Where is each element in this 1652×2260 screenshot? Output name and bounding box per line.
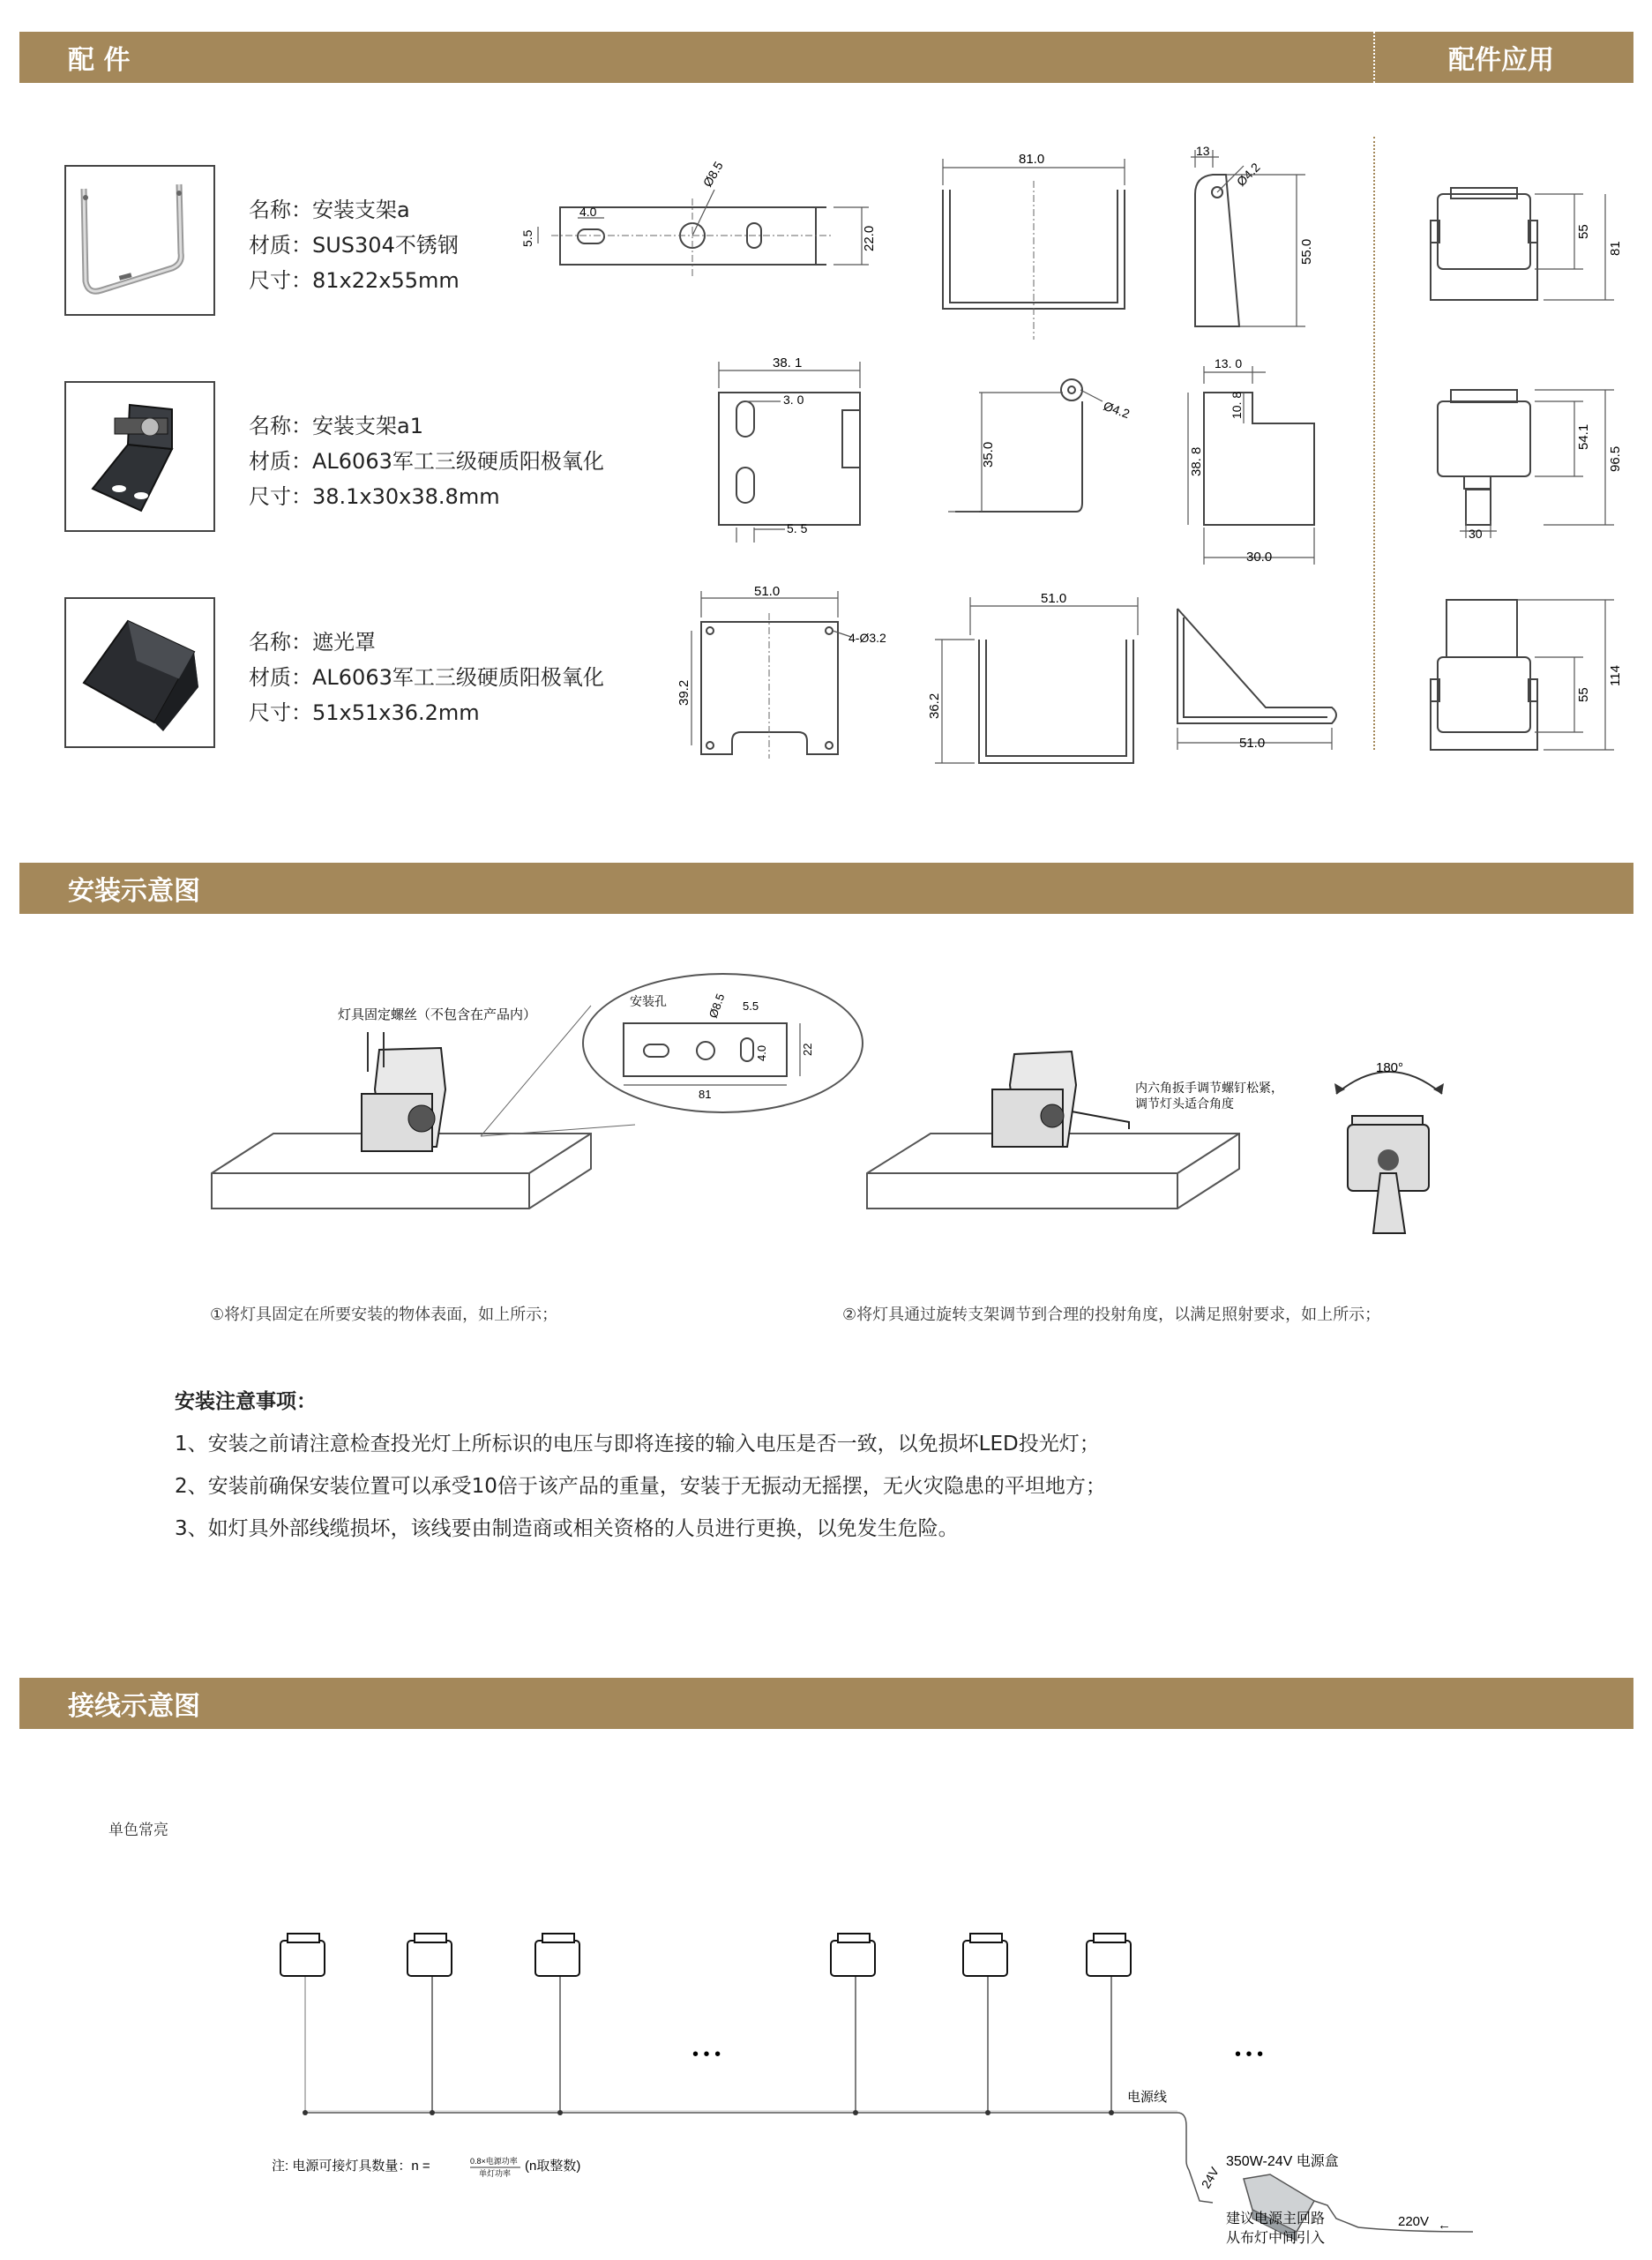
hood-side-base-label: 51.0	[1239, 736, 1266, 751]
hood-front-height-label: 39.2	[676, 679, 691, 706]
advice-line-2: 从布灯中间引入	[1226, 2231, 1326, 2246]
advice-line-1: 建议电源主回路	[1226, 2211, 1326, 2226]
hex-label-2: 调节灯头适合角度	[1135, 1096, 1234, 1111]
a1-app-h1-label: 54.1	[1576, 423, 1591, 450]
arrow-icon: ←	[1438, 2218, 1451, 2233]
wiring-title: 接线示意图	[68, 1691, 200, 1722]
formula-denominator: 单灯功率	[479, 2169, 512, 2178]
note-item: 3、如灯具外部线缆损坏，该线要由制造商或相关资格的人员进行更换，以免发生危险。	[175, 1517, 959, 1540]
power-line-label: 电源线	[1127, 2090, 1168, 2105]
bracket-a-front-drawing	[516, 159, 886, 296]
a1-front-notch-label: 10. 8	[1230, 391, 1244, 419]
a-side-width-label: 81.0	[1019, 152, 1045, 167]
hood-top-width-label: 51.0	[1041, 591, 1067, 606]
bracket-a-material: 材质：SUS304不锈钢	[249, 233, 459, 258]
formula-prefix: 注: 电源可接灯具数量：n =	[272, 2159, 430, 2174]
a1-top-gap-label: 5. 5	[787, 521, 808, 535]
bracket-a-name: 名称：安装支架a	[249, 198, 410, 222]
psu-label: 350W-24V 电源盒	[1226, 2154, 1339, 2169]
angle-label: 180°	[1376, 1060, 1404, 1075]
hood-app-h2-label: 114	[1608, 665, 1623, 686]
hood-front-width-label: 51.0	[754, 584, 781, 599]
a1-front-base-label: 30.0	[1246, 550, 1273, 565]
hood-side-drawing	[1164, 600, 1358, 759]
bracket-a-application-drawing	[1411, 172, 1632, 313]
ellipsis-1: • • •	[692, 2045, 721, 2064]
bracket-a1-spec	[249, 408, 604, 514]
installation-header-bar	[19, 863, 1633, 914]
zoom-55-dim: 5.5	[743, 999, 759, 1013]
note-item: 2、安装前确保安装位置可以承受10倍于该产品的重量，安装于无振动无摇摆，无火灾隐患的平坦地方；	[175, 1475, 1106, 1498]
bracket-a1-photo	[64, 381, 215, 532]
ellipsis-2: • • •	[1235, 2045, 1264, 2064]
hood-front-drawing	[676, 582, 908, 759]
hood-photo	[64, 597, 215, 748]
zoom-40-dim: 4.0	[755, 1044, 768, 1061]
header-divider	[1373, 32, 1375, 83]
screw-label: 灯具固定螺丝（不包含在产品内）	[338, 1007, 537, 1022]
accessories-title: 配 件	[68, 45, 131, 76]
a1-side-height-label: 35.0	[981, 441, 996, 468]
bracket-a-end-drawing	[1173, 141, 1332, 344]
hood-size: 尺寸：51x51x36.2mm	[249, 700, 480, 725]
zoom-bubble	[582, 973, 863, 1113]
zoom-hole-label: 安装孔	[630, 994, 667, 1008]
bracket-a-spec	[249, 192, 460, 298]
a-front-hole-label: Ø8.5	[699, 159, 726, 190]
a-app-h1-label: 55	[1576, 224, 1591, 239]
installation-title: 安装示意图	[68, 876, 200, 907]
hex-label-1: 内六角扳手调节螺钉松紧，	[1135, 1081, 1283, 1095]
bracket-a1-side-drawing	[939, 370, 1151, 529]
bracket-a1-size: 尺寸：38.1x30x38.8mm	[249, 484, 500, 509]
hood-app-h1-label: 55	[1576, 687, 1591, 702]
install-caption-2: ②将灯具通过旋转支架调节到合理的投射角度，以满足照射要求，如上所示；	[842, 1306, 1381, 1324]
bracket-a1-front-drawing	[1177, 353, 1336, 573]
bracket-a-side-drawing	[931, 146, 1142, 348]
a1-app-h2-label: 96.5	[1608, 445, 1623, 472]
voltage-24v-label: 24V	[1198, 2164, 1222, 2191]
a-app-h2-label: 81	[1608, 241, 1623, 256]
voltage-220v-label: 220V	[1398, 2214, 1430, 2229]
formula-suffix: (n取整数)	[525, 2159, 581, 2174]
hood-top-drawing	[917, 587, 1147, 772]
application-column-divider	[1373, 137, 1375, 750]
bracket-a1-name: 名称：安装支架a1	[249, 414, 423, 438]
a-front-height-label: 22.0	[862, 225, 877, 251]
a1-app-base-label: 30	[1469, 527, 1483, 541]
accessory-application-title: 配件应用	[1448, 45, 1554, 76]
bracket-a1-material: 材质：AL6063军工三级硬质阳极氧化	[249, 449, 604, 474]
a-end-hole-label: Ø4.2	[1233, 160, 1263, 190]
bracket-a-photo	[64, 165, 215, 316]
hood-material: 材质：AL6063军工三级硬质阳极氧化	[249, 665, 604, 690]
install-step2-illustration	[860, 1041, 1283, 1270]
a1-front-height-label: 38. 8	[1189, 446, 1204, 476]
zoom-81-dim: 81	[699, 1088, 712, 1101]
notes-title: 安装注意事项：	[175, 1390, 317, 1413]
install-caption-1: ①将灯具固定在所要安装的物体表面，如上所示；	[210, 1306, 558, 1324]
hood-name: 名称：遮光罩	[249, 630, 376, 655]
wiring-mode-label: 单色常亮	[108, 1822, 168, 1839]
wiring-header-bar	[19, 1678, 1633, 1729]
zoom-22-dim: 22	[801, 1043, 814, 1056]
a-front-h-label: 5.5	[520, 229, 534, 247]
a-end-height-label: 55.0	[1299, 238, 1314, 265]
hood-top-height-label: 36.2	[927, 692, 942, 719]
accessories-header-bar	[19, 32, 1633, 83]
hood-application-drawing	[1411, 591, 1632, 759]
bracket-a1-top-drawing	[706, 353, 882, 547]
hood-spec	[249, 625, 604, 730]
rotation-illustration	[1319, 1050, 1460, 1244]
zoom-hole-dim: Ø8.5	[706, 992, 728, 1021]
note-item: 1、安装之前请注意检查投光灯上所标识的电压与即将连接的输入电压是否一致，以免损坏LED投光灯；	[175, 1433, 1100, 1456]
bracket-a-size: 尺寸：81x22x55mm	[249, 268, 460, 293]
a-end-top-label: 13	[1196, 144, 1210, 158]
a-front-slot-label: 4.0	[579, 205, 597, 219]
hood-front-holes-label: 4-Ø3.2	[848, 631, 886, 645]
formula-numerator: 0.8×电源功率	[470, 2157, 518, 2166]
lamp-icon	[280, 1934, 1131, 1976]
a1-side-hole-label: Ø4.2	[1101, 398, 1132, 422]
a1-front-top-label: 13. 0	[1215, 356, 1243, 370]
install-notes	[175, 1381, 1106, 1550]
wiring-diagram	[256, 1861, 1508, 2249]
a1-top-slot-label: 3. 0	[783, 393, 804, 407]
a1-top-width-label: 38. 1	[773, 355, 803, 370]
bracket-a1-application-drawing	[1411, 379, 1632, 541]
